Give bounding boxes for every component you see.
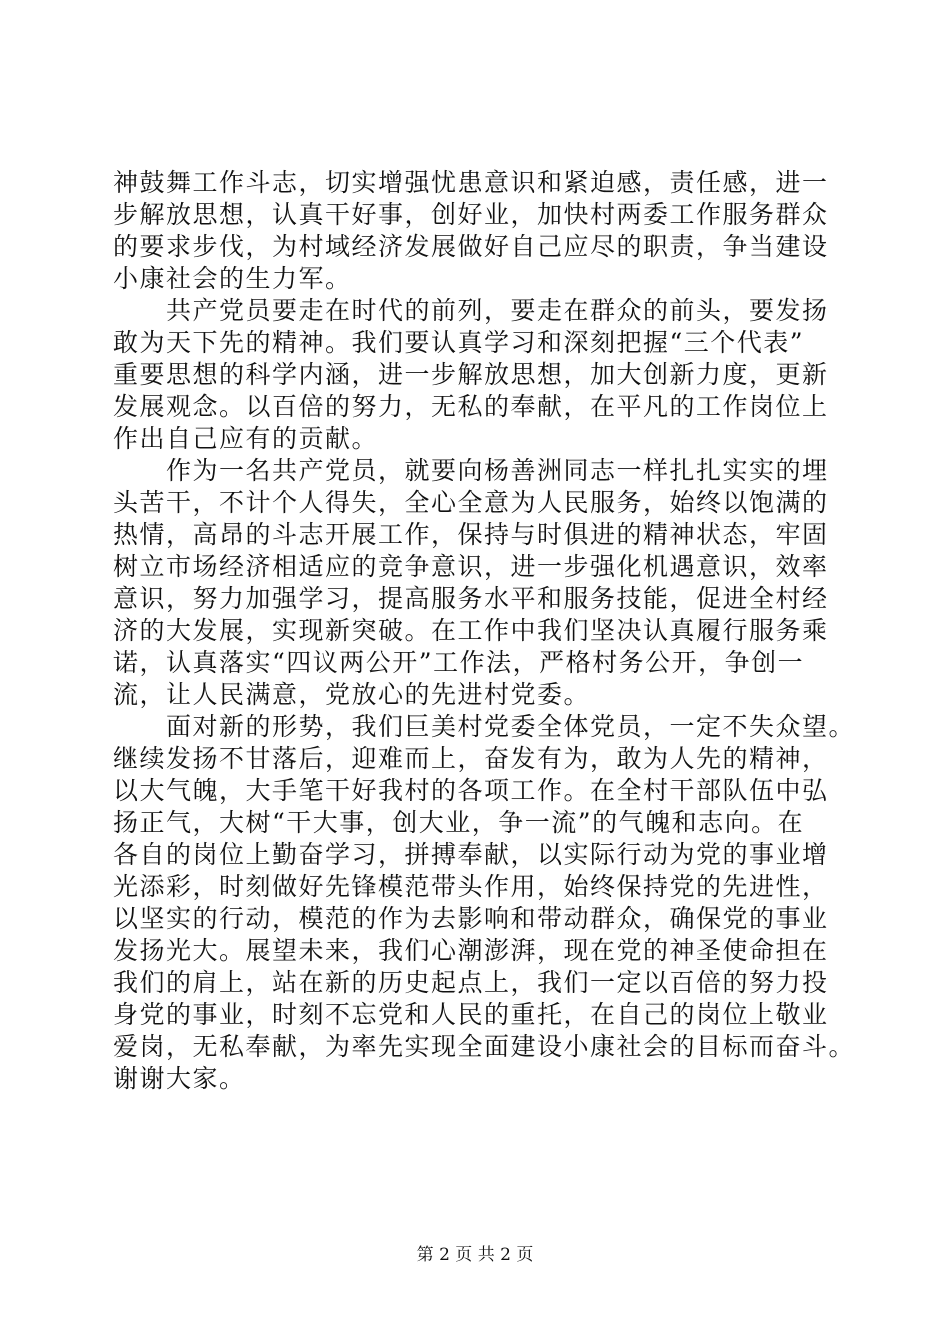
text-line: 共产党员要走在时代的前列，要走在群众的前头，要发扬: [113, 296, 829, 325]
text-line: 扬正气，大树“干大事，创大业，争一流”的气魄和志向。在: [113, 808, 805, 837]
text-line: 光添彩，时刻做好先锋模范带头作用，始终保持党的先进性，: [113, 872, 829, 901]
text-line: 发扬光大。展望未来，我们心潮澎湃，现在党的神圣使命担在: [113, 936, 829, 965]
text-line: 继续发扬不甘落后，迎难而上，奋发有为，敢为人先的精神，: [113, 744, 829, 773]
text-line: 以大气魄，大手笔干好我村的各项工作。在全村干部队伍中弘: [113, 776, 829, 805]
text-line: 意识，努力加强学习，提高服务水平和服务技能，促进全村经: [113, 584, 829, 613]
text-line: 流，让人民满意，党放心的先进村党委。: [113, 680, 591, 709]
page-number-footer: 第 2 页 共 2 页: [416, 1245, 534, 1265]
text-line: 发展观念。以百倍的努力，无私的奉献，在平凡的工作岗位上: [113, 392, 829, 421]
text-line: 身党的事业，时刻不忘党和人民的重托，在自己的岗位上敬业: [113, 1000, 829, 1029]
text-line: 作出自己应有的贡献。: [113, 424, 379, 453]
text-line: 谢谢大家。: [113, 1064, 246, 1093]
text-line: 各自的岗位上勤奋学习，拼搏奉献，以实际行动为党的事业增: [113, 840, 829, 869]
text-line: 爱岗，无私奉献，为率先实现全面建设小康社会的目标而奋斗。: [113, 1032, 856, 1061]
text-line: 步解放思想，认真干好事，创好业，加快村两委工作服务群众: [113, 200, 829, 229]
text-line: 面对新的形势，我们巨美村党委全体党员，一定不失众望。: [113, 712, 856, 741]
text-line: 诺，认真落实“四议两公开”工作法，严格村务公开，争创一: [113, 648, 805, 677]
text-line: 头苦干，不计个人得失，全心全意为人民服务，始终以饱满的: [113, 488, 829, 517]
text-line: 以坚实的行动，模范的作为去影响和带动群众，确保党的事业: [113, 904, 829, 933]
text-line: 重要思想的科学内涵，进一步解放思想，加大创新力度，更新: [113, 360, 829, 389]
text-line: 作为一名共产党员，就要向杨善洲同志一样扎扎实实的埋: [113, 456, 829, 485]
text-line: 神鼓舞工作斗志，切实增强忧患意识和紧迫感，责任感，进一: [113, 168, 829, 197]
text-line: 敢为天下先的精神。我们要认真学习和深刻把握“三个代表”: [113, 328, 805, 357]
document-body: [113, 167, 856, 1095]
text-line: 济的大发展，实现新突破。在工作中我们坚决认真履行服务乘: [113, 616, 829, 645]
text-line: 的要求步伐，为村域经济发展做好自己应尽的职责，争当建设: [113, 232, 829, 261]
text-line: 我们的肩上，站在新的历史起点上，我们一定以百倍的努力投: [113, 968, 829, 997]
text-line: 热情，高昂的斗志开展工作，保持与时俱进的精神状态，牢固: [113, 520, 829, 549]
text-line: 小康社会的生力军。: [113, 264, 352, 293]
text-line: 树立市场经济相适应的竞争意识，进一步强化机遇意识，效率: [113, 552, 829, 581]
